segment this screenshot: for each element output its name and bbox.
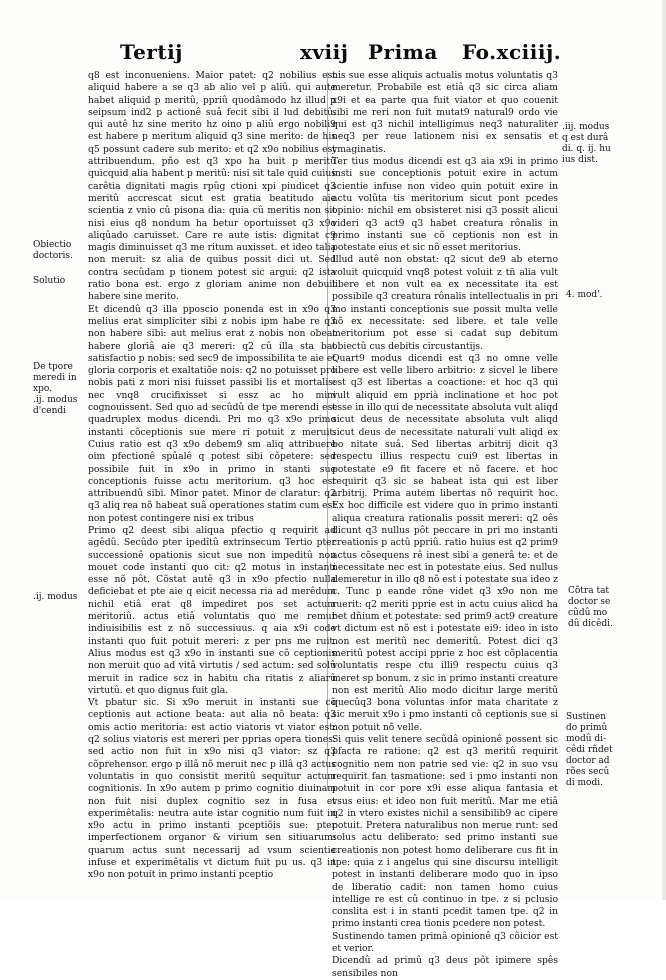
right-paragraph: Sustinendo tamen primâ opinionê q3 cõicior est et verior. (332, 930, 558, 955)
margin-note-objectio: Obiectio doctoris. (33, 240, 73, 261)
header-book-title: Tertij (120, 40, 183, 64)
margin-note-ij-modus: .ij. modus (33, 592, 78, 602)
margin-note-iij-modus: .iij. modus q est durâ di. q. ij. hu ius dist. (562, 122, 611, 165)
margin-note-de-tempore: De tpore meredi in xpo. .ij. modus d'cendi (33, 362, 78, 416)
right-paragraph: Dicendû ad primû q3 deus pôt ipimere spês sensibiles non (332, 955, 558, 979)
right-paragraph: nis sue esse aliquis actualis motus voluntatis q3 meretur. Probabile est etiâ q3 sic circa aliam x9i et ea parte qua fuit viator et quo couenit sibi me reri non fuit mutat9 natural9 ordo vie qui est q3 nichil intelligimus neq3 naturaliter neq3 per reue lationem nisi ex sensatis et ymaginatis. (332, 70, 558, 155)
margin-note-contra-doctorem: Cõtra tat doctor se cûdû mo dû dicêdi. (568, 586, 613, 629)
margin-note-sustinendo: Sustinen do primû modû di- cêdi rñdet doctor ad rões secû di modi. (566, 712, 613, 788)
right-paragraph: Ter tius modus dicendi est q3 aia x9i in primo insti sue conceptionis potuit exire in actum scientie infuse non video quin potuit exire in actu volûta tis meritorium sicut pont pcedes opinio: nichil em obsisteret nisi q3 possit alicui videri q3 act9 q3 habet creatura rônalis in primo instanti sue cõ ceptionis non est in potestate eius et sic nõ esset meritorius. (332, 156, 558, 254)
right-text-column (332, 70, 559, 979)
left-text-column (88, 70, 336, 881)
left-paragraph: Et dicendû q3 illa pposcio ponenda est in x9o q3 melius erat simpliciter sibi z nobis ipm habe re q3 non habere sibi: aut melius erat z nobis non obeat habere gloriâ aie q3 mereri: q2 cû illa sta bat satisfactio p nobis: sed sec9 de impossibilita te aie et gloria corporis et exaltatiõe nois: q2 no potuisset pro nobis pati z mori nisi fuisset passibi lis et mortalis: nec vnq8 crucifixisset si essz ac ho mini cognouissent. Sed quo ad secûdû de tpe merendi est quadruplex modus dicendi. Pri mo q3 x9o primo instanti cõceptionis sue mere ri potuit z meruit. Cuius ratio est q3 x9o debem9 sm aliq attribuere oim pfectionê spûalê q potest sibi cõpetere: sed possibile fuit in x9o in primo in stanti sue conceptionis fuisse actu meritorium. q3 hoc est attribuendû sibi. Minor patet. Minor de claratur: q2 q3 aliq rea nõ habeat suâ operationes statim cum est non potest contingere nisi ex tribus (88, 303, 336, 524)
page-edge-shadow (662, 0, 666, 900)
right-paragraph: Quart9 modus dicendi est q3 no omne velle libere est velle libero arbitrio: z sicvel le libere est q3 est libertas a coactione: et hoc q3 qui vult aliquid em pprià inclinatione et hoc pot esse in illo qui de necessitate absoluta vult aliqd sicut deus de necessitate absoluta vult aliqd sicut deus de necessitate naturali vult aliqd ex bo nitate suâ. Sed libertas arbitrij dicit q3 respectu illius respectu cui9 est libertas in potestate e9 fit facere et nõ facere. et hoc requirit q3 sic se habeat ista qui est liber arbitrij. Prima autem libertas nõ requirit hoc. Ex hoc difficile est videre quo in primo instanti aliqua creatura rationalis possit mereri: q2 oês dicunt q3 nullus pôt peccare in pri mo instanti creationis p actû ppriû. ratio huius est q2 prim9 actus cõsequens rê inest sibi a generâ te: et de necessitate nec est in potestate eius. Sed nullus demeretur in illo q8 nõ est i potestate sua ideo z c. Tunc p eande rône videt q3 x9o non me ruerit: q2 meriti pprie est in actu cuius alicd ha bet dñium et potestate: sed prim9 act9 creature vt dictum est nõ est i potestate ei9: ideo in isto non est meritû nec demeritû. Potest dici q3 meritû potest accipi pprie z hoc est cõplacentia voluntatis respe ctu illi9 respectu cuius q3 meret sp bonum. z sic in primo instanti creature non est meritû Alio modo dicitur large meritû quecûq3 bona voluntas infor mata charitate z sic meruit x9o i pmo instanti cõ ceptionis sue si non potuit nõ velle. (332, 352, 559, 733)
margin-note-solutio: Solutio (33, 276, 66, 286)
right-paragraph: Illud autê non obstat: q2 sicut de9 ab eterno voluit quicquid vnq8 potest voluit z tn̄ alia vult libere et non vult ea ex necessitate ita est possibile q3 creatura rônalis intellectualis in pri mo instanti conceptionis sue possit multa velle nõ ex necessitate: sed libere. et tale velle meritorium pot esse si cadat sup debitum obiectû cus debitis circustantijs. (332, 254, 558, 352)
left-paragraph: q8 est inconueniens. Maior patet: q2 nobilius est aliquid habere a se q3 ab alio vel p aliû. qui aute habet aliquid p meritû, ppriû quodâmodo hz illud p seipsum ind2 p actionê suâ fecit sibi il lud debitû. qui autê hz sine merito hz oino p aliû ergo nobili9 est habere p meritum aliquid q3 sine merito: de his q5 possunt cadere sub merito: et q2 x9o nobilius est attribuendum. pño est q3 xpo ha buit p meritû quicquid alia habent p meritû: nisi sit tale quid cuius carêtia dignitati magis rpûg ctioni xpi piudicet q3 meritû accrescat sicut est gratia beatitudo aie scientia z vnio cû pisona dia: quia cû meritis non sit nisi eius q8 nondum ha betur oportuisset q3 x9o aliqûado caruisset. Care re aute istis: dignitat c9 magis diminuisset q3 me ritum auxisset. et ideo talia non meruit: sz alia de quibus possit dici ut. Sed contra secûdam p tionem potest sic argui: q2 ista ratio bona est. ergo z gloriam anime non debuit habere sine merito. (88, 70, 336, 303)
header-folio-number: Fo.xciiij. (462, 40, 562, 64)
margin-note-iiij-modus: 4. mod'. (566, 290, 603, 300)
left-paragraph: Primo q2 deest sibi aliqua pfectio q requirit ad agêdû. Secûdo pter ipedîtû extrinsecum Tertio pter successionê opationis sicut sue non impeditû non mouet code instanti quo cit: q2 motus in instanti esse nõ pôt. Cõstat autê q3 in x9o pfectio nulla deficiebat et pte aie q eicit necessa ria ad merêdum nichil etiâ erat q8 impediret pos set actum meritoriû. actus etiâ voluntatis quo me remur indiuisibilis est z nõ successiuus. q aia x9i code instanti quo fuit potuit mereri: z per pns me ruit. Alius modus est q3 x9o in instanti sue cõ ceptionis non meruit quo ad vitâ virtutis / sed actum: sed solû meruit in radice scz in habitu cha ritatis z aliarû virtutû. et quo dignus fuit gla. (88, 524, 336, 696)
left-paragraph: Vt pbatur sic. Si x9o meruit in instanti sue cõ ceptionis aut actione beata: aut alia nõ beata: q3 omis actio meritoria: est actio viatoris vt viator est: q2 solius viatoris est mereri per pprias opera tiones: sed actio non fuit in x9o nisi q3 viator: sz q3 cõprehensor. ergo p illâ nõ meruit nec p illâ q3 actus voluntatis in quo consistit meritû sequitur actum cognitionis. In x9o autem p primo cognitio diuinam non fuit nisi duplex cognitio sez in fusa et experimêtalis: neutra aute istar cognitio num fuit in x9o actu in primo instanti pceptiõis sue: pter imperfectionem organor & virium sen sitiuarum: quarum actus sunt necessarij ad vsum scientie infuse et experimêtalis vt dictum fuit pu us. q3 in x9o non potuit in primo instanti pceptio (88, 697, 336, 881)
running-header (0, 40, 666, 66)
right-paragraph: Si quis velit tenere secûdâ opinionê possent sic pfacta re ratione: q2 est q3 meritû requirit cognitio nem non patrie sed vie: q2 in suo vsu requirit fan tasmatione: sed i pmo instanti non potuit in cor pore x9i esse aliqua fantasia et vsus eius: et ideo non fuit meritû. Mar me etiâ q2 in vtero existes nichil a sensibilib9 ac cipere potuit. Pretera naturalibus non merue runt: sed solus actu deliberato: sed primo instanti sue creationis non potest homo deliberare cus fit in tpe: quia z i angelus qui sine discursu intelligit potest in instanti deliberare modo quo in ipso de liberatio cadit: non tamen homo cuius intellige re est cû continuo in tpe. z si pclusio conslita est i in stanti pcedit tamen tpe. q2 in primo instanti crea tionis pcedere non potest. (332, 734, 558, 930)
header-article: Prima (368, 40, 438, 64)
header-distinction: xviij (300, 40, 349, 64)
